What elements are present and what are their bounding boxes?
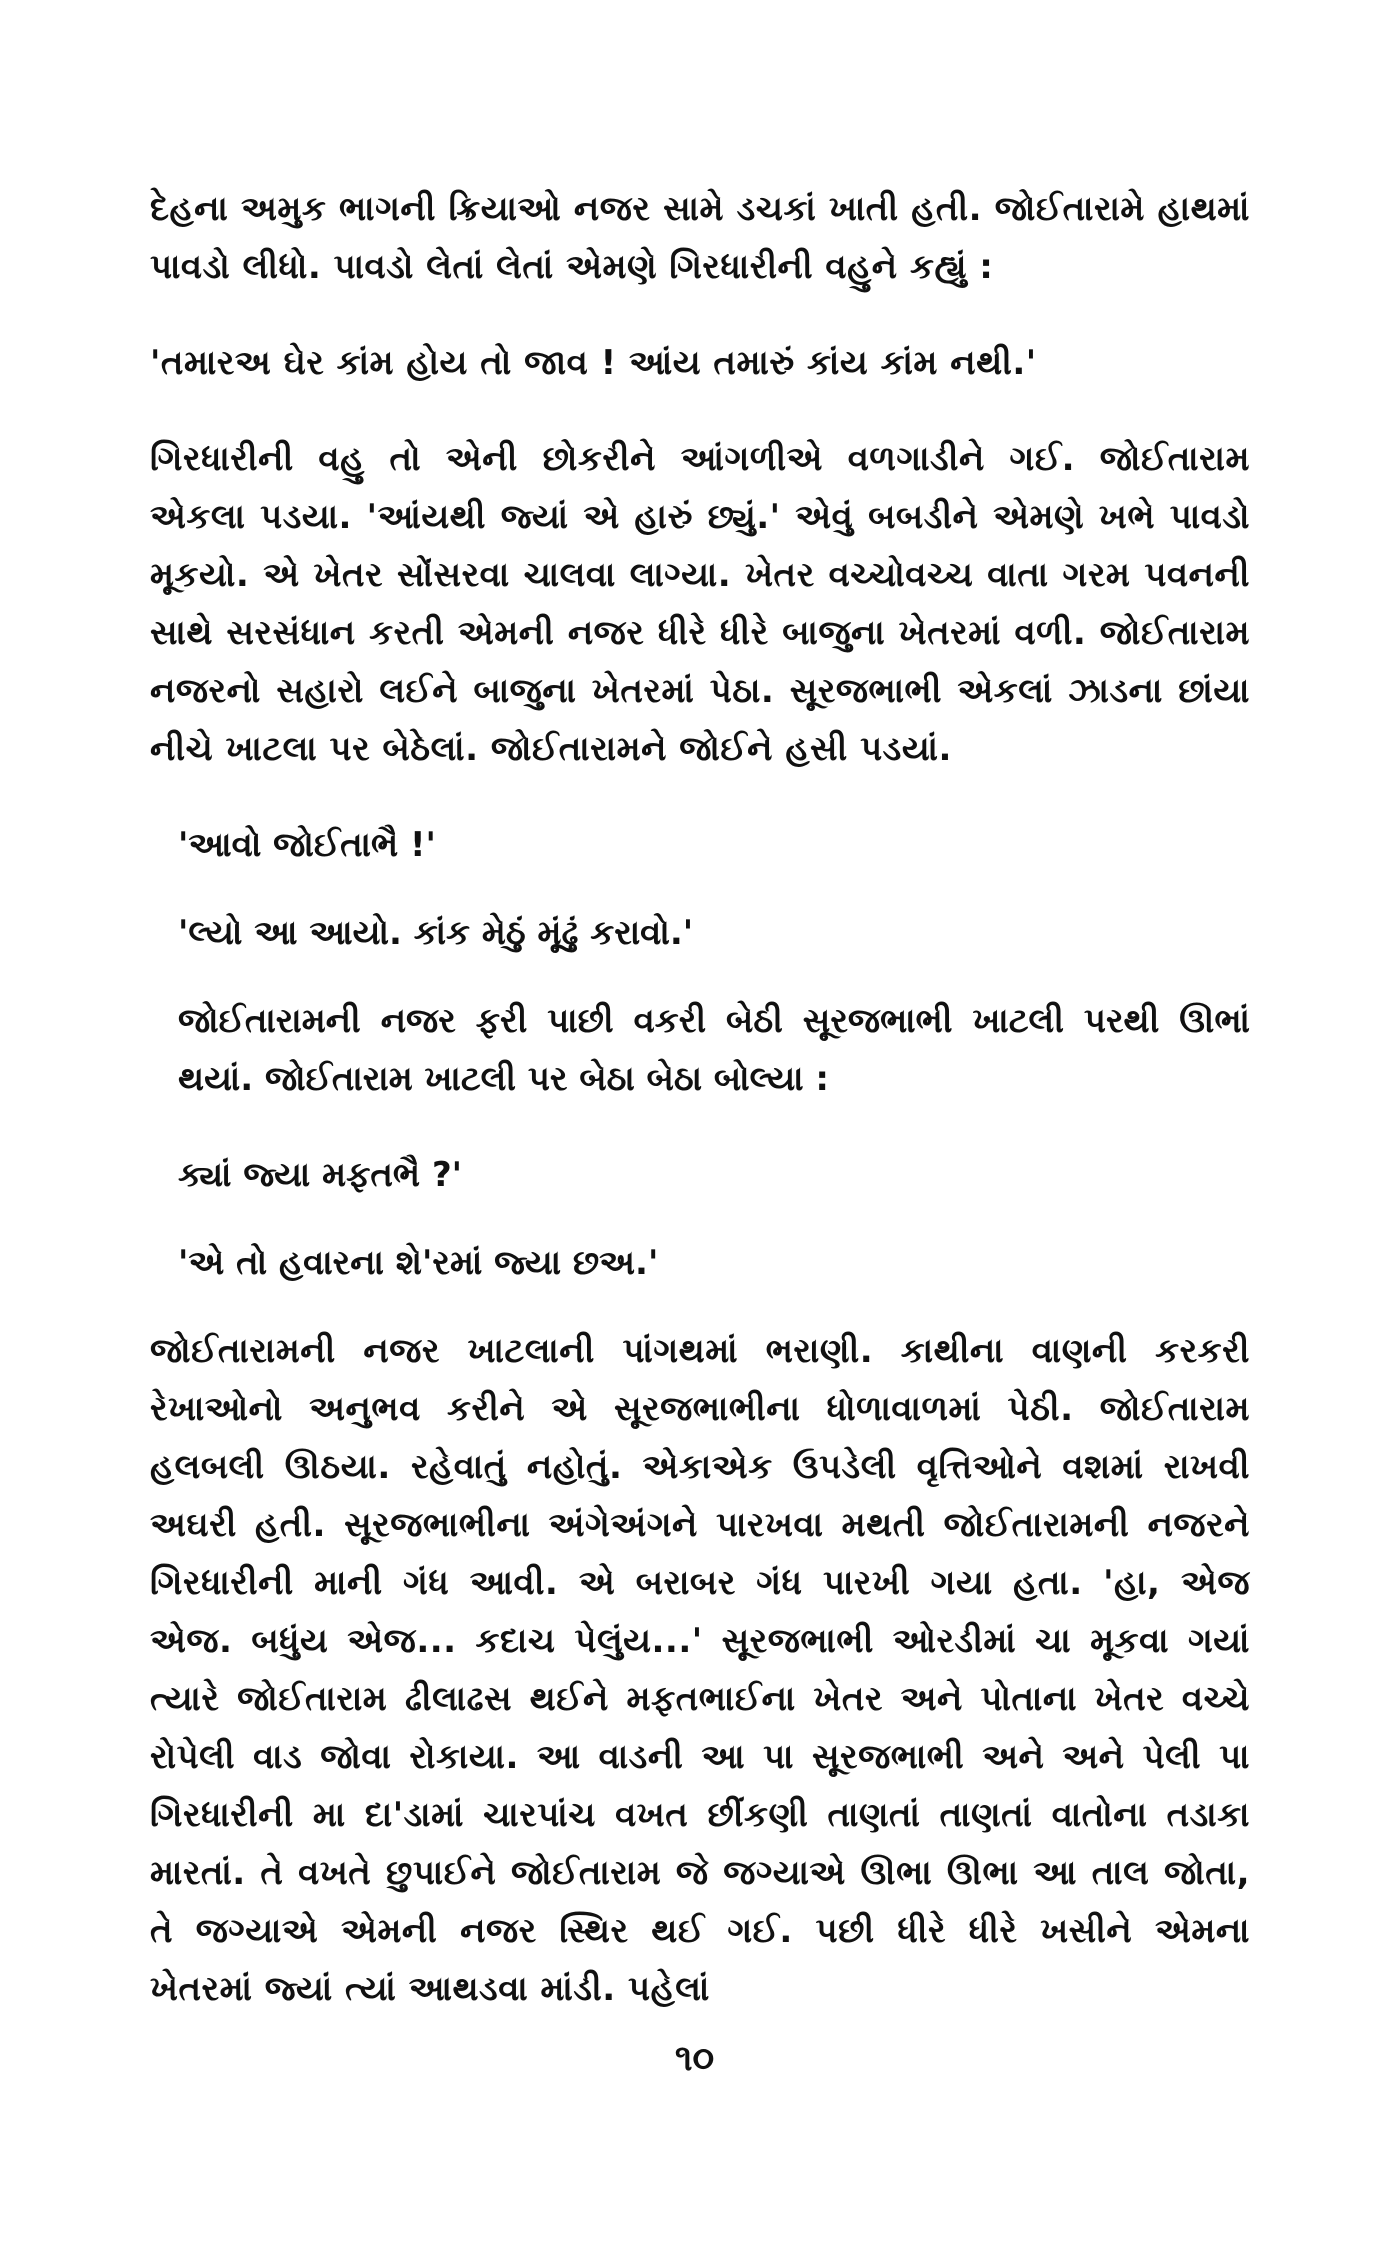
paragraph-2: 'તમારઅ ઘેર કાંમ હોય તો જાવ ! આંય તમારું કાંય કાંમ નથી.' [150,343,1037,383]
page-body [150,180,1250,2056]
paragraph-1: દેહના અમુક ભાગની ક્રિયાઓ નજર સામે ડચકાં ખાતી હતી. જોઈતારામે હાથમાં પાવડો લીધો. પાવડો લેતાં લેતાં એમણે ગિરધારીની વહુને કહ્યું : [150,189,1250,287]
dialog-line-4: 'એ તો હવારના શે'રમાં જ્યા છઅ.' [178,1243,659,1283]
dialog-line-2: 'લ્યો આ આયો. કાંક મેઠું મૂંઢું કરાવો.' [178,913,694,953]
paragraph-4: જોઈતારામની નજર ફરી પાછી વકરી બેઠી સૂરજભાભી ખાટલી પરથી ઊભાં થયાં. જોઈતારામ ખાટલી પર બેઠા બેઠા બોલ્યા : [178,1001,1250,1099]
paragraph-5: જોઈતારામની નજર ખાટલાની પાંગથમાં ભરાણી. કાથીના વાણની કરકરી રેખાઓનો અનુભવ કરીને એ સૂરજભાભીના ધોળાવાળમાં પેઠી. જોઈતારામ હલબલી ઊઠયા. રહેવાતું નહોતું. એકાએક ઉપડેલી વૃત્તિઓને વશમાં રાખવી અઘરી હતી. સૂરજભાભીના અંગેઅંગને પારખવા મથતી જોઈતારામની નજરને ગિરધારીની માની ગંધ આવી. એ બરાબર ગંધ પારખી ગયા હતા. 'હા, એજ એજ. બધુંય એજ... કદાચ પેલુંય...' સૂરજભાભી ઓરડીમાં ચા મૂકવા ગયાં ત્યારે જોઈતારામ ઢીલાઢસ થઈને મફતભાઈના ખેતર અને પોતાના ખેતર વચ્ચે રોપેલી વાડ જોવા રોકાયા. આ વાડની આ પા સૂરજભાભી અને અને પેલી પા ગિરધારીની મા દા'ડામાં ચારપાંચ વખત છીંકણી તાણતાં તાણતાં વાતોના તડાકા મારતાં. તે વખતે છુપાઈને જોઈતારામ જે જગ્યાએ ઊભા ઊભા આ તાલ જોતા, તે જગ્યાએ એમની નજર સ્થિર થઈ ગઈ. પછી ધીરે ધીરે ખસીને એમના ખેતરમાં જ્યાં ત્યાં આથડવા માંડી. પહેલાં [150,1331,1250,2009]
dialog-line-1: 'આવો જોઈતાભૈ !' [178,825,436,865]
page-number: ૧૦ [674,2038,715,2079]
paragraph-3: ગિરધારીની વહુ તો એની છોકરીને આંગળીએ વળગાડીને ગઈ. જોઈતારામ એકલા પડયા. 'આંયથી જ્યાં એ હારું છ્યું.' એવું બબડીને એમણે ખભે પાવડો મૂકયો. એ ખેતર સોંસરવા ચાલવા લાગ્યા. ખેતર વચ્ચોવચ્ચ વાતા ગરમ પવનની સાથે સરસંધાન કરતી એમની નજર ધીરે ધીરે બાજુના ખેતરમાં વળી. જોઈતારામ નજરનો સહારો લઈને બાજુના ખેતરમાં પેઠા. સૂરજભાભી એકલાં ઝાડના છાંયા નીચે ખાટલા પર બેઠેલાં. જોઈતારામને જોઈને હસી પડયાં. [150,439,1250,769]
dialog-line-3: ક્યાં જ્યા મફતભૈ ?' [178,1155,463,1195]
